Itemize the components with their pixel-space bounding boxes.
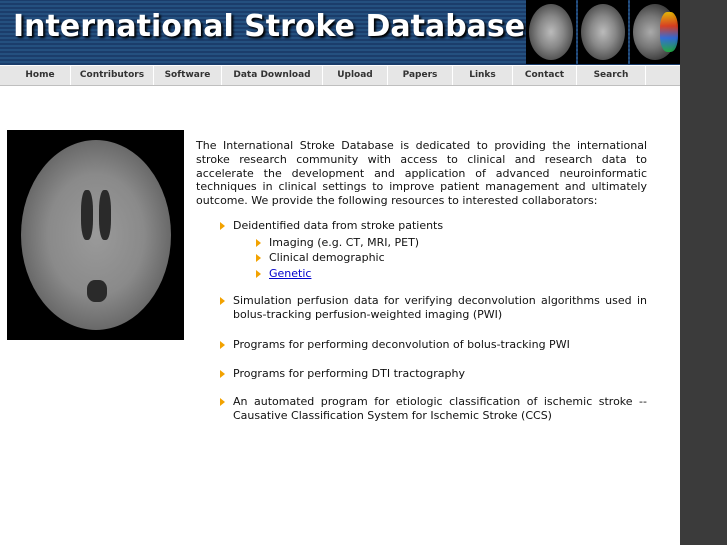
main-navigation	[0, 65, 680, 86]
nav-links[interactable]: Links	[453, 66, 513, 85]
brain-perfusion-thumbnail	[630, 0, 680, 64]
bullet-arrow-icon	[220, 370, 225, 378]
bullet-arrow-icon	[220, 341, 225, 349]
site-title: International Stroke Database	[13, 9, 526, 44]
nav-search[interactable]: Search	[577, 66, 646, 85]
resource-text: Deidentified data from stroke patients	[233, 219, 444, 232]
site-banner	[0, 0, 680, 65]
resource-list	[196, 219, 647, 423]
list-item	[196, 395, 647, 423]
brain-scan-thumbnail	[578, 0, 628, 64]
genetic-link[interactable]: Genetic	[269, 266, 312, 280]
list-item	[196, 219, 647, 281]
nav-upload[interactable]: Upload	[323, 66, 388, 85]
bullet-arrow-icon	[220, 297, 225, 305]
resource-text: Programs for performing deconvolution of bolus-tracking PWI	[233, 337, 570, 351]
list-item	[233, 266, 647, 282]
side-strip	[680, 0, 727, 545]
bullet-arrow-icon	[220, 222, 225, 230]
nav-home[interactable]: Home	[10, 66, 71, 85]
bullet-arrow-icon	[256, 239, 261, 247]
sub-list	[233, 235, 647, 282]
nav-data-download[interactable]: Data Download	[222, 66, 323, 85]
sub-item-text: Imaging (e.g. CT, MRI, PET)	[269, 235, 420, 249]
list-item	[233, 235, 647, 251]
bullet-arrow-icon	[220, 398, 225, 406]
nav-contributors[interactable]: Contributors	[71, 66, 154, 85]
resource-text: Simulation perfusion data for verifying deconvolution algorithms used in bolus-tracking perfusion-weighted imaging (PWI)	[233, 294, 647, 322]
bullet-arrow-icon	[256, 254, 261, 262]
bullet-arrow-icon	[256, 270, 261, 278]
sub-item-text: Clinical demographic	[269, 251, 385, 265]
list-item	[233, 250, 647, 266]
intro-paragraph: The International Stroke Database is dedicated to providing the international stroke research community with access to clinical and research data to accelerate the development and application of advanced neuroinformatic techniques in clinical settings to improve patient management and ultimately outcome. We provide the following resources to interested collaborators:	[196, 139, 647, 208]
brain-scan-thumbnail	[526, 0, 576, 64]
resource-text: An automated program for etiologic classification of ischemic stroke -- Causative Classification System for Ischemic Stroke (CCS)	[233, 395, 647, 423]
list-item	[196, 294, 647, 322]
nav-contact[interactable]: Contact	[513, 66, 577, 85]
brain-mri-image	[7, 130, 184, 340]
list-item	[196, 367, 647, 381]
nav-papers[interactable]: Papers	[388, 66, 453, 85]
list-item	[196, 338, 647, 352]
resource-text: Programs for performing DTI tractography	[233, 366, 465, 380]
nav-software[interactable]: Software	[154, 66, 222, 85]
